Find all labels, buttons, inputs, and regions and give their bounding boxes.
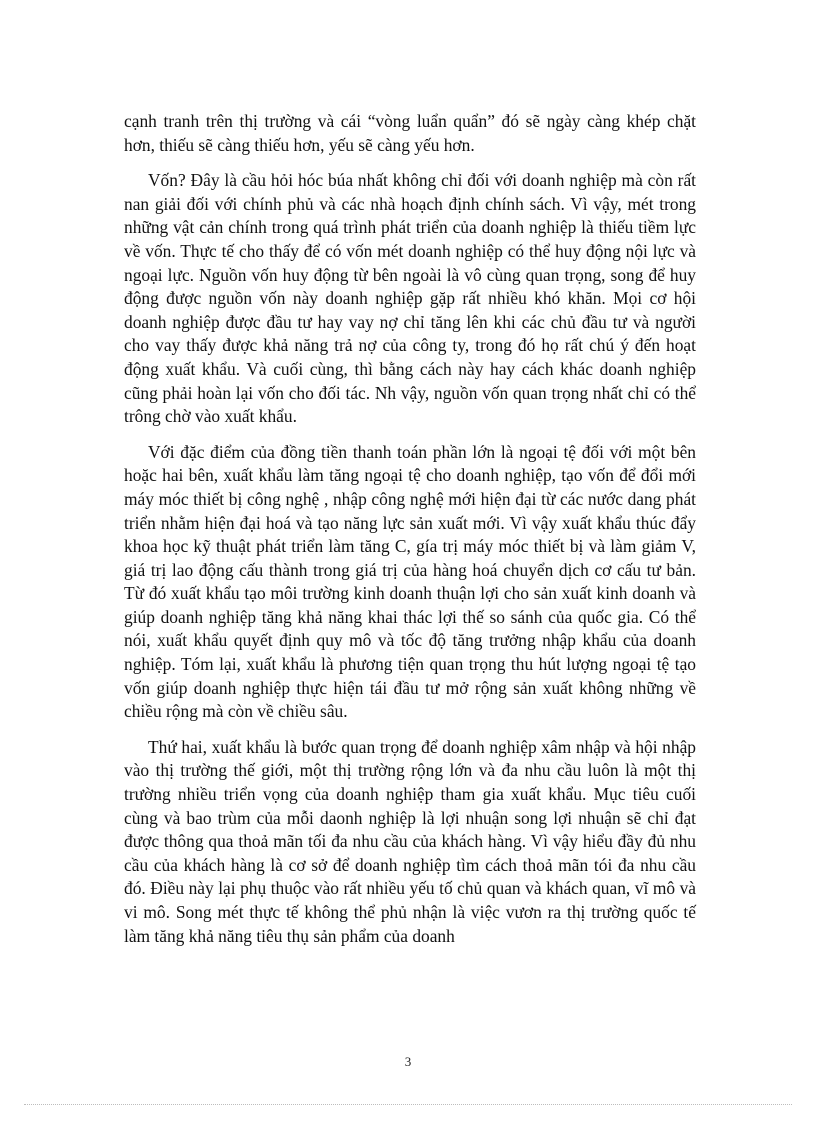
body-text	[124, 110, 696, 960]
paragraph-market-entry: Thứ hai, xuất khẩu là bước quan trọng để doanh nghiệp xâm nhập và hội nhập vào thị trường thế giới, một thị trường rộng lớn và đa nhu cầu luôn là một thị trường nhiều triển vọng của doanh nghiệp tham gia xuất khẩu. Mục tiêu cuối cùng và bao trùm của mỗi daonh nghiệp là lợi nhuận song lợi nhuận sẽ chỉ đạt được thông qua thoả mãn tối đa nhu cầu của khách hàng. Vì vậy hiểu đầy đủ nhu cầu của khách hàng là cơ sở để doanh nghiệp tìm cách thoả mãn tói đa nhu cầu đó. Điều này lại phụ thuộc vào rất nhiều yếu tố chủ quan và khách quan, vĩ mô và vi mô. Song mét thực tế không thể phủ nhận là việc vươn ra thị trường quốc tế làm tăng khả năng tiêu thụ sản phẩm của doanh	[124, 736, 696, 946]
paragraph-capital: Vốn? Đây là cầu hỏi hóc búa nhất không chỉ đối với doanh nghiệp mà còn rất nan giải đối với chính phủ và các nhà hoạch định chính sách. Vì vậy, mét trong những vật cản chính trong quá trình phát triển của doanh nghiệp là thiếu tiềm lực về vốn. Thực tế cho thấy để có vốn mét doanh nghiệp có thể huy động nội lực và ngoại lực. Nguồn vốn huy động từ bên ngoài là vô cùng quan trọng, song để huy động được nguồn vốn này doanh nghiệp gặp rất nhiều khó khăn. Mọi cơ hội doanh nghiệp được đầu tư hay vay nợ chỉ tăng lên khi các chủ đầu tư và người cho vay thấy được khả năng trả nợ của công ty, trong đó họ rất chú ý đến hoạt động xuất khẩu. Và cuối cùng, thì bằng cách này hay cách khác doanh nghiệp cũng phải hoàn lại vốn cho đối tác. Nh vậy, nguồn vốn quan trọng nhất chỉ có thể trông chờ vào xuất khẩu.	[124, 170, 696, 427]
page-bottom-divider	[24, 1104, 792, 1105]
page-number: 3	[404, 1054, 412, 1069]
paragraph-continuation: cạnh tranh trên thị trường và cái “vòng luẩn quẩn” đó sẽ ngày càng khép chặt hơn, thiếu sẽ càng thiếu hơn, yếu sẽ càng yếu hơn.	[124, 111, 696, 155]
paragraph-foreign-currency: Với đặc điểm của đồng tiền thanh toán phần lớn là ngoại tệ đối với một bên hoặc hai bên, xuất khẩu làm tăng ngoại tệ cho doanh nghiệp, tạo vốn để đổi mới máy móc thiết bị công nghệ , nhập công nghệ mới hiện đại từ các nước dang phát triển nhằm hiện đại hoá và tạo năng lực sản xuất mới. Vì vậy xuất khẩu thúc đẩy khoa học kỹ thuật phát triển làm tăng C, gía trị máy móc thiết bị và làm giảm V, giá trị lao động cấu thành trong giá trị của hàng hoá chuyển dịch cơ cấu tư bản. Từ đó xuất khẩu tạo môi trường kinh doanh thuận lợi cho sản xuất kinh doanh và giúp doanh nghiệp tăng khả năng khai thác lợi thế so sánh của quốc gia. Có thể nói, xuất khẩu quyết định quy mô và tốc độ tăng trưởng nhập khẩu của doanh nghiệp. Tóm lại, xuất khẩu là phương tiện quan trọng thu hút lượng ngoại tệ tạo vốn giúp doanh nghiệp thực hiện tái đầu tư mở rộng sản xuất không những về chiều rộng mà còn về chiều sâu.	[124, 441, 696, 722]
